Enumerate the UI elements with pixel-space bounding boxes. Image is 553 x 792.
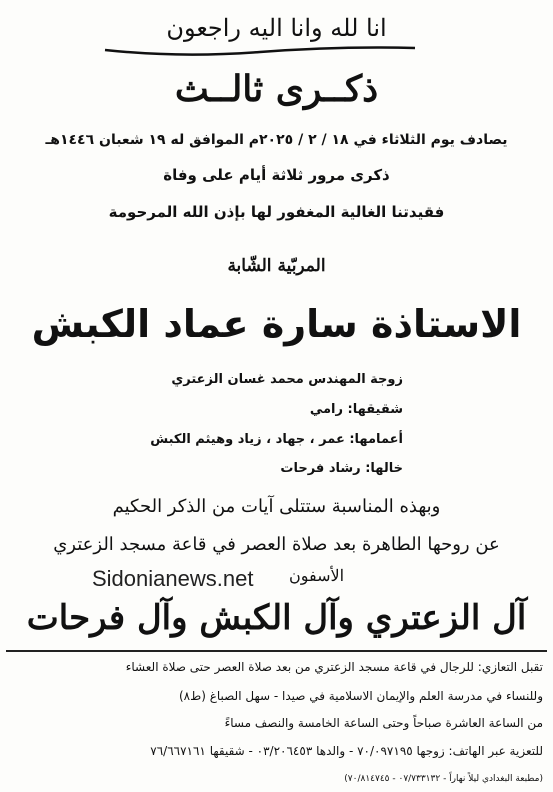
ceremony-line-1: وبهذه المناسبة ستتلى آيات من الذكر الحكيم <box>112 496 441 517</box>
deceased-intro: فقيدتنا الغالية المغفور لها بإذن الله المرحومة <box>108 203 445 221</box>
husband-line: زوجة المهندس محمد غسان الزعتري <box>171 372 403 387</box>
divider <box>6 650 547 652</box>
condolences-line-3: من الساعة العاشرة صباحاً وحتى الساعة الخامسة والنصف مساءً <box>224 716 543 730</box>
maternal-uncle-line: خالها: رشاد فرحات <box>280 461 403 476</box>
calligraphy-swash <box>100 40 420 60</box>
condolences-phone-line: للتعزية عبر الهاتف: زوجها ٧٠/٠٩٧١٩٥ - والدها ٠٣/٢٠٦٤٥٣ - شقيقها ٧٦/٦٦٧١٦١ <box>150 744 543 758</box>
printer-credit: (مطبعة البغدادي ليلاً نهاراً - ٠٧/٧٣٣١٣٢ - ٧٠/٨١٤٧٤٥) <box>344 774 543 784</box>
uncles-line: أعمامها: عمر ، جهاد ، زياد وهيثم الكبش <box>150 432 403 447</box>
deceased-name: الاستاذة سارة عماد الكبش <box>31 302 522 346</box>
occasion-line: ذكرى مرور ثلاثة أيام على وفاة <box>163 166 390 184</box>
families-line: آل الزعتري وآل الكبش وآل فرحات <box>26 598 527 638</box>
mourners-label: الأسفون <box>288 566 345 585</box>
memorial-title: ذكــرى ثالــث <box>174 68 379 110</box>
brother-line: شقيقها: رامي <box>309 402 403 417</box>
quran-verse: انا لله وانا اليه راجعون <box>166 14 387 42</box>
condolences-line-1: تقبل التعازي: للرجال في قاعة مسجد الزعتري من بعد صلاة العصر حتى صلاة العشاء <box>125 660 543 674</box>
condolences-line-2: وللنساء في مدرسة العلم والإيمان الاسلامية في صيدا - سهل الصباغ (ط٨) <box>178 689 543 703</box>
ceremony-line-2: عن روحها الطاهرة بعد صلاة العصر في قاعة مسجد الزعتري <box>53 534 500 555</box>
website-watermark: Sidonianews.net <box>92 566 254 591</box>
deceased-descriptor: المربّية الشّابة <box>227 256 326 276</box>
date-line: يصادف يوم الثلاثاء في ١٨ / ٢ / ٢٠٢٥م الموافق له ١٩ شعبان ١٤٤٦هـ <box>45 132 508 148</box>
